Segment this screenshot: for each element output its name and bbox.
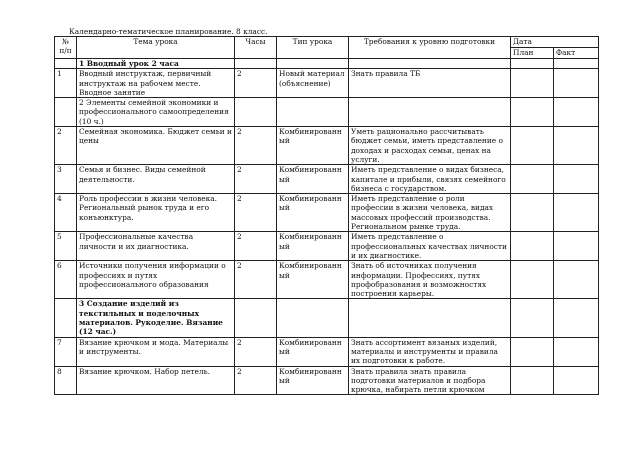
section-title: 2 Элементы семейной экономики и профессионального самоопределения (10 ч.): [77, 98, 235, 127]
lesson-topic: Вводный инструктаж, первичный инструктаж на рабочем месте. Вводное занятие: [77, 69, 235, 98]
section-type-cell: [277, 98, 349, 127]
lesson-topic: Семейная экономика. Бюджет семьи и цены: [77, 127, 235, 165]
section-row: [55, 98, 599, 127]
lesson-hours: 2: [235, 261, 277, 299]
lesson-topic: Вязание крючком и мода. Материалы и инструменты.: [77, 337, 235, 366]
lesson-requirements: Знать правила ТБ: [349, 69, 511, 98]
lesson-fact-date: [554, 366, 599, 395]
lesson-plan-date: [511, 165, 554, 194]
lesson-topic: Вязание крючком. Набор петель.: [77, 366, 235, 395]
lesson-plan-date: [511, 232, 554, 261]
section-num-cell: [55, 299, 77, 337]
section-plan-cell: [511, 59, 554, 69]
lesson-requirements: Иметь представление о роли профессии в жизни человека, видах массовых профессий производства. Региональном рынке труда.: [349, 194, 511, 232]
lesson-row: [55, 165, 599, 194]
section-fact-cell: [554, 59, 599, 69]
lesson-plan-date: [511, 337, 554, 366]
lesson-fact-date: [554, 337, 599, 366]
section-fact-cell: [554, 299, 599, 337]
lesson-row: [55, 69, 599, 98]
lesson-hours: 2: [235, 127, 277, 165]
lesson-plan-date: [511, 127, 554, 165]
section-title: 3 Создание изделий из текстильных и поделочных материалов. Рукоделие. Вязание (12 час.): [77, 299, 235, 337]
lesson-fact-date: [554, 261, 599, 299]
lesson-row: [55, 366, 599, 395]
document-caption: Календарно-тематическое планирование. 8 класс.: [69, 27, 268, 36]
lesson-type: Комбинированный: [277, 165, 349, 194]
lesson-hours: 2: [235, 366, 277, 395]
lesson-requirements: Знать ассортимент вязаных изделий, материалы и инструменты и правила их подготовки к работе.: [349, 337, 511, 366]
header-type: Тип урока: [277, 37, 349, 59]
header-plan: План: [511, 48, 554, 59]
lesson-number: 6: [55, 261, 77, 299]
lesson-plan-table: [54, 36, 599, 395]
lesson-number: 1: [55, 69, 77, 98]
lesson-number: 7: [55, 337, 77, 366]
lesson-type: Комбинированный: [277, 366, 349, 395]
lesson-requirements: Знать правила знать правила подготовки материалов и подбора крючка, набирать петли крючком: [349, 366, 511, 395]
lesson-hours: 2: [235, 69, 277, 98]
lesson-type: Комбинированный: [277, 232, 349, 261]
header-num-line1: №: [62, 37, 69, 46]
lesson-topic: Семья и бизнес. Виды семейной деятельности.: [77, 165, 235, 194]
header-row: [55, 37, 599, 48]
header-num-line2: п/п: [59, 46, 72, 56]
lesson-type: Комбинированный: [277, 337, 349, 366]
lesson-number: 5: [55, 232, 77, 261]
section-req-cell: [349, 299, 511, 337]
lesson-fact-date: [554, 69, 599, 98]
lesson-fact-date: [554, 232, 599, 261]
section-num-cell: [55, 59, 77, 69]
lesson-number: 2: [55, 127, 77, 165]
section-plan-cell: [511, 299, 554, 337]
lesson-topic: Профессиональные качества личности и их диагностика.: [77, 232, 235, 261]
lesson-plan-date: [511, 194, 554, 232]
lesson-hours: 2: [235, 194, 277, 232]
lesson-hours: 2: [235, 232, 277, 261]
section-hours-cell: [235, 299, 277, 337]
header-date: Дата: [511, 37, 599, 48]
lesson-row: [55, 127, 599, 165]
lesson-requirements: Иметь представление о профессиональных качествах личности и их диагностике.: [349, 232, 511, 261]
header-topic: Тема урока: [77, 37, 235, 59]
lesson-plan-date: [511, 366, 554, 395]
lesson-requirements: Знать об источниках получения информации. Профессиях, путях профобразования и возможностях построения карьеры.: [349, 261, 511, 299]
lesson-hours: 2: [235, 165, 277, 194]
lesson-type: Комбинированный: [277, 261, 349, 299]
header-fact: Факт: [554, 48, 599, 59]
header-hours: Часы: [235, 37, 277, 59]
section-req-cell: [349, 59, 511, 69]
lesson-number: 4: [55, 194, 77, 232]
section-num-cell: [55, 98, 77, 127]
lesson-type: Комбинированный: [277, 127, 349, 165]
lesson-type: Новый материал (объяснение): [277, 69, 349, 98]
lesson-plan-date: [511, 69, 554, 98]
section-row: [55, 59, 599, 69]
lesson-row: [55, 194, 599, 232]
lesson-row: [55, 232, 599, 261]
lesson-fact-date: [554, 165, 599, 194]
lesson-requirements: Иметь представление о видах бизнеса, капитале и прибыли, связях семейного бизнеса с государством.: [349, 165, 511, 194]
lesson-row: [55, 261, 599, 299]
lesson-topic: Источники получения информации о профессиях и путях профессионального образования: [77, 261, 235, 299]
lesson-topic: Роль профессии в жизни человека. Региональный рынок труда и его конъюнктура.: [77, 194, 235, 232]
section-hours-cell: [235, 59, 277, 69]
section-fact-cell: [554, 98, 599, 127]
lesson-fact-date: [554, 194, 599, 232]
header-requirements: Требования к уровню подготовки: [349, 37, 511, 59]
lesson-requirements: Уметь рационально рассчитывать бюджет семьи, иметь представление о доходах и расходах семьи, ценах на услуги.: [349, 127, 511, 165]
lesson-hours: 2: [235, 337, 277, 366]
lesson-number: 8: [55, 366, 77, 395]
lesson-fact-date: [554, 127, 599, 165]
section-plan-cell: [511, 98, 554, 127]
section-type-cell: [277, 299, 349, 337]
section-req-cell: [349, 98, 511, 127]
lesson-plan-date: [511, 261, 554, 299]
lesson-row: [55, 337, 599, 366]
section-hours-cell: [235, 98, 277, 127]
section-type-cell: [277, 59, 349, 69]
lesson-number: 3: [55, 165, 77, 194]
lesson-type: Комбинированный: [277, 194, 349, 232]
section-title: 1 Вводный урок 2 часа: [77, 59, 235, 69]
section-row: [55, 299, 599, 337]
header-num: [55, 37, 77, 59]
